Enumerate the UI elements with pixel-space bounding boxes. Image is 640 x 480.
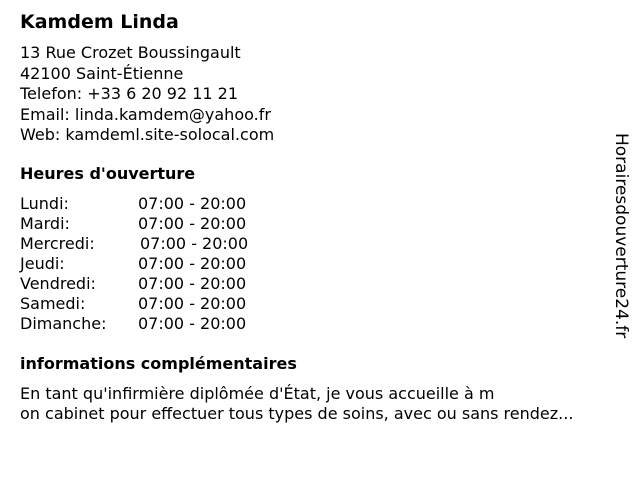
day-label: Mercredi:	[20, 234, 95, 253]
time-range: 07:00 - 20:00	[138, 194, 247, 213]
time-range: 07:00 - 20:00	[140, 234, 249, 253]
phone-number: Telefon: +33 6 20 92 11 21	[20, 84, 239, 103]
time-range: 07:00 - 20:00	[138, 294, 247, 313]
additional-info-heading: informations complémentaires	[20, 354, 297, 373]
day-label: Jeudi:	[20, 254, 65, 273]
address-street: 13 Rue Crozet Boussingault	[20, 43, 241, 62]
additional-info-text	[20, 384, 625, 424]
opening-hours-heading: Heures d'ouverture	[20, 164, 196, 183]
day-label: Vendredi:	[20, 274, 96, 293]
day-label: Lundi:	[20, 194, 69, 213]
day-label: Samedi:	[20, 294, 86, 313]
day-label: Dimanche:	[20, 314, 107, 333]
site-watermark: Horairesdouverture24.fr	[611, 133, 631, 339]
info-line-2: on cabinet pour effectuer tous types de soins, avec ou sans rendez...	[20, 404, 574, 423]
day-label: Mardi:	[20, 214, 70, 233]
address-city: 42100 Saint-Étienne	[20, 63, 184, 83]
time-range: 07:00 - 20:00	[138, 314, 247, 333]
time-range: 07:00 - 20:00	[138, 274, 247, 293]
business-name: Kamdem Linda	[20, 11, 179, 33]
contact-block	[20, 43, 274, 146]
email-address: Email: linda.kamdem@yahoo.fr	[20, 104, 271, 124]
website-url: Web: kamdeml.site-solocal.com	[20, 125, 275, 144]
time-range: 07:00 - 20:00	[138, 214, 247, 233]
info-line-1: En tant qu'infirmière diplômée d'État, je vous accueille à m	[20, 384, 495, 403]
time-range: 07:00 - 20:00	[138, 254, 247, 273]
